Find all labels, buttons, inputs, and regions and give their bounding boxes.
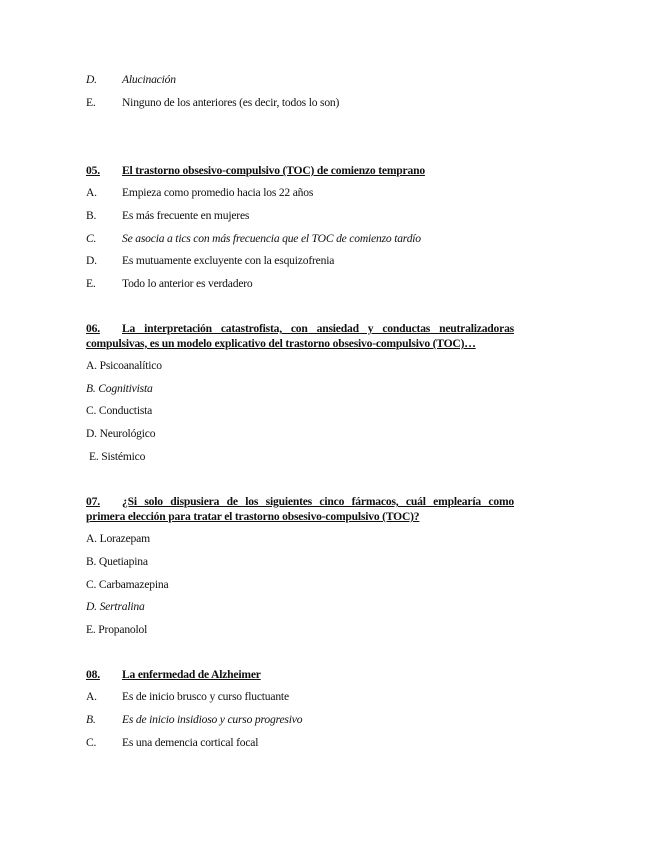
option-label: B. xyxy=(86,713,96,726)
q07-option-c: C. Carbamazepina xyxy=(86,578,169,591)
option-text: Alucinación xyxy=(122,73,176,86)
q06-option-c: C. Conductista xyxy=(86,404,153,417)
q07-option-d: D. Sertralina xyxy=(86,600,145,613)
option-label: C. xyxy=(86,736,97,749)
option-text: Empieza como promedio hacia los 22 años xyxy=(122,186,314,199)
q06-option-d: D. Neurológico xyxy=(86,427,156,440)
q06-option-a: A. Psicoanalítico xyxy=(86,359,162,372)
question-number: 06. xyxy=(86,322,100,335)
option-text: Es mutuamente excluyente con la esquizofrenia xyxy=(122,254,335,267)
option-text: Es de inicio brusco y curso fluctuante xyxy=(122,690,289,703)
question-text: primera elección para tratar el trastorno obsesivo-compulsivo (TOC)? xyxy=(86,510,420,523)
option-text: Se asocia a tics con más frecuencia que el TOC de comienzo tardío xyxy=(122,232,421,245)
option-label: D. xyxy=(86,254,97,267)
q07-option-a: A. Lorazepam xyxy=(86,532,150,545)
question-text: compulsivas, es un modelo explicativo del trastorno obsesivo-compulsivo (TOC)… xyxy=(86,337,476,350)
question-text: ¿Si solo dispusiera de los siguientes cinco fármacos, cuál emplearía como xyxy=(122,495,514,508)
option-text: Todo lo anterior es verdadero xyxy=(122,277,253,290)
option-label: A. xyxy=(86,186,97,199)
option-label: E. xyxy=(86,96,96,109)
question-text: La enfermedad de Alzheimer xyxy=(122,668,261,681)
question-text: El trastorno obsesivo-compulsivo (TOC) de comienzo temprano xyxy=(122,164,425,177)
option-label: D. xyxy=(86,73,97,86)
q06-option-e: E. Sistémico xyxy=(89,450,146,463)
question-number: 05. xyxy=(86,164,100,177)
question-number: 08. xyxy=(86,668,100,681)
q06-option-b: B. Cognitivista xyxy=(86,382,153,395)
option-label: A. xyxy=(86,690,97,703)
option-text: Es más frecuente en mujeres xyxy=(122,209,250,222)
option-text: Es de inicio insidioso y curso progresivo xyxy=(122,713,303,726)
question-number: 07. xyxy=(86,495,100,508)
q07-option-e: E. Propanolol xyxy=(86,623,148,636)
q07-option-b: B. Quetiapina xyxy=(86,555,148,568)
option-label: E. xyxy=(86,277,96,290)
option-label: B. xyxy=(86,209,97,222)
option-text: Es una demencia cortical focal xyxy=(122,736,259,749)
question-text: La interpretación catastrofista, con ansiedad y conductas neutralizadoras xyxy=(122,322,514,335)
option-text: Ninguno de los anteriores (es decir, todos lo son) xyxy=(122,96,340,109)
option-label: C. xyxy=(86,232,97,245)
